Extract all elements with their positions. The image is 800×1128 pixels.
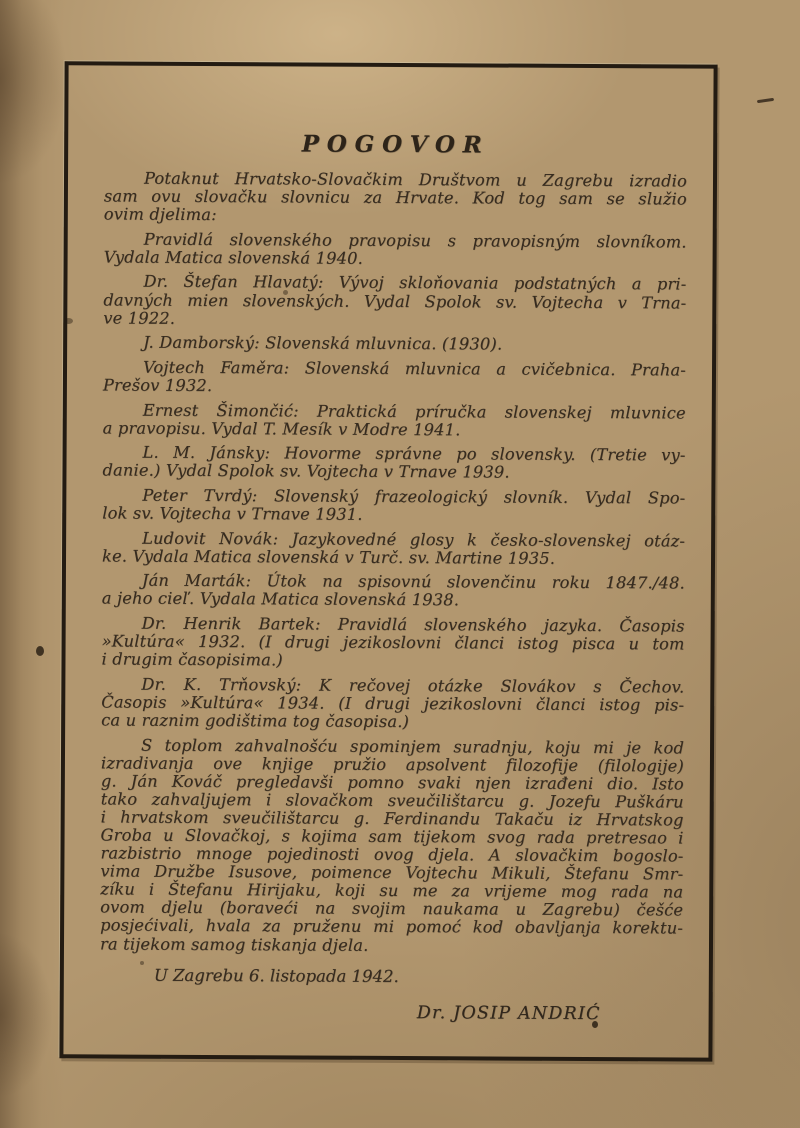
text-line: zíku i Štefanu Hirijaku, koji su me za vrijeme mog rada na — [100, 879, 684, 902]
text-line: tako zahvaljujem i slovačkom sveučilištarcu g. Jozefu Puškáru — [100, 789, 684, 812]
text-line: S toplom zahvalnošću spominjem suradnju, koju mi je kod — [141, 735, 685, 758]
text-line: Ernest Šimončić: Praktická príručka slovenskej mluvnice — [142, 400, 686, 423]
text-line: posjećivali, hvala za pruženu mi pomoć kod obavljanja korektu- — [100, 915, 684, 938]
text-line: Dr. K. Trňovský: K rečovej otázke Slovákov s Čechov. — [141, 674, 685, 697]
text-line: izradivanja ove knjige pružio apsolvent filozofije (filologije) — [100, 753, 684, 776]
author-signature: Dr. JOSIP ANDRIĆ — [416, 1002, 601, 1024]
text-line: razbistrio mnoge pojedinosti ovog djela. A slovačkim bogoslo- — [100, 843, 684, 866]
text-line: »Kultúra« 1932. (I drugi jezikoslovni članci istog pisca u tom — [101, 631, 685, 654]
text-line: Časopis »Kultúra« 1934. (I drugi jezikoslovni članci istog pis- — [101, 692, 685, 715]
paragraph — [104, 169, 687, 226]
paragraph — [101, 614, 684, 671]
text-line: ca u raznim godištima tog časopisa.) — [101, 710, 410, 731]
text-line: ve 1922. — [103, 308, 176, 328]
paragraph — [104, 230, 687, 269]
paragraph — [103, 401, 686, 440]
printed-border-frame — [59, 61, 717, 1061]
body-text — [100, 169, 687, 956]
text-line: Vydala Matica slovenská 1940. — [103, 247, 364, 268]
paragraph — [102, 572, 685, 611]
paragraph — [103, 358, 686, 397]
text-line: i drugim časopisima.) — [101, 649, 283, 670]
text-line: ra tijekom samog tiskanja djela. — [99, 933, 369, 955]
paragraph — [102, 529, 685, 568]
text-line: i hrvatskom sveučilištarcu g. Ferdinandu Takaču iz Hrvatskog — [100, 807, 684, 830]
text-line: Prešov 1932. — [102, 375, 213, 395]
text-line: ovom djelu (boraveći na svojim naukama u Zagrebu) češće — [100, 897, 684, 920]
paragraph — [101, 675, 684, 732]
text-line: danie.) Vydal Spolok sv. Vojtecha v Trnave 1939. — [102, 460, 510, 482]
text-line: L. M. Jánsky: Hovorme správne po slovensky. (Tretie vy- — [142, 442, 686, 465]
text-line: Ján Marták: Útok na spisovnú slovenčinu roku 1847./48. — [141, 570, 685, 593]
paragraph — [103, 334, 686, 355]
text-line: Pravidlá slovenského pravopisu s pravopisným slovníkom. — [143, 229, 687, 252]
date-line: U Zagrebu 6. listopada 1942. — [153, 965, 399, 986]
text-line: Potaknut Hrvatsko-Slovačkim Društvom u Zagrebu izradio — [143, 168, 688, 191]
paragraph — [103, 273, 686, 330]
text-line: Vojtech Faměra: Slovenská mluvnica a cvičebnica. Praha- — [142, 357, 687, 380]
paragraph — [102, 486, 685, 525]
text-line: sam ovu slovačku slovnicu za Hrvate. Kod tog sam se služio — [103, 186, 687, 209]
text-line: Peter Tvrdý: Slovenský frazeologický slovník. Vydal Spo- — [142, 485, 686, 508]
text-line: Dr. Štefan Hlavatý: Vývoj skloňovania podstatných a pri- — [143, 272, 687, 294]
paragraph — [102, 444, 685, 483]
text-line: vima Družbe Isusove, poimence Vojtechu Mikuli, Štefanu Smr- — [100, 861, 684, 884]
text-line: davných mien slovenských. Vydal Spolok sv. Vojtecha v Trna- — [103, 290, 687, 313]
text-line: ovim djelima: — [103, 204, 217, 225]
text-line: a jeho cieľ. Vydala Matica slovenská 1938. — [101, 588, 460, 610]
paragraph — [100, 736, 684, 956]
text-line: Ludovit Novák: Jazykovedné glosy k česko-slovenskej otáz- — [142, 528, 686, 551]
text-line: g. Ján Kováč pregledavši pomno svaki njen izrađeni dio. Isto — [100, 771, 684, 794]
text-line: lok sv. Vojtecha v Trnave 1931. — [102, 503, 363, 524]
page-title: POGOVOR — [301, 130, 490, 159]
text-line: Groba u Slovačkoj, s kojima sam tijekom svog rada pretresao i — [100, 825, 684, 848]
text-line: a pravopisu. Vydal T. Mesík v Modre 1941. — [102, 418, 461, 439]
text-line: Dr. Henrik Bartek: Pravidlá slovenského jazyka. Časopis — [141, 613, 685, 636]
text-line: J. Damborský: Slovenská mluvnica. (1930). — [143, 332, 503, 354]
text-line: ke. Vydala Matica slovenská v Turč. sv. Martine 1935. — [101, 546, 556, 568]
